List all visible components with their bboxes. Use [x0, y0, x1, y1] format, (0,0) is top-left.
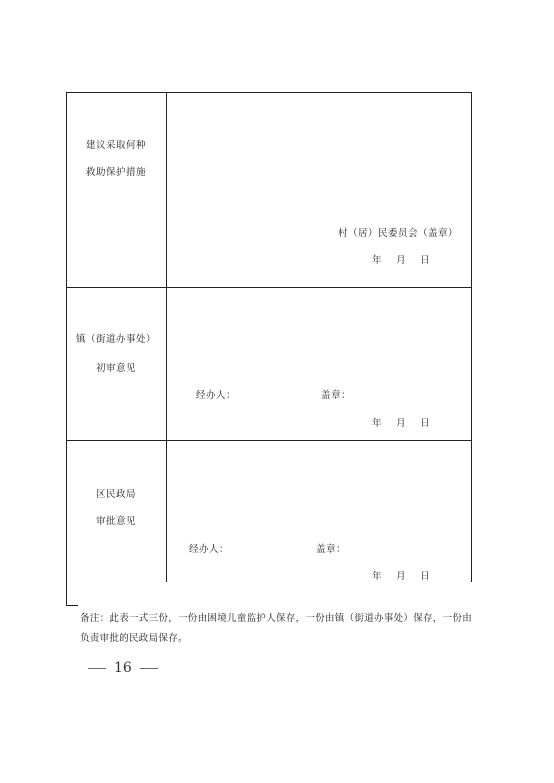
table-bottom-stub — [66, 605, 78, 606]
row1-date: 年 月 日 — [372, 255, 431, 266]
row-divider-2 — [66, 440, 472, 441]
row2-date: 年 月 日 — [372, 418, 431, 429]
township-label-line2: 初审意见 — [95, 363, 136, 374]
remarks-line1: 备注：此表一式三份，一份由困境儿童监护人保存，一份由镇（街道办事处）保存，一份由 — [80, 613, 473, 624]
district-label-line2: 审批意见 — [95, 516, 136, 527]
district-label-line1: 区民政局 — [95, 489, 136, 500]
page-dash-left — [88, 668, 106, 669]
row3-seal: 盖章： — [316, 544, 347, 555]
table-right-border — [471, 92, 472, 582]
row3-date: 年 月 日 — [372, 571, 431, 582]
remarks-note — [80, 609, 472, 649]
page-number-text: 16 — [114, 660, 132, 676]
remarks-line2: 负责审批的民政局保存。 — [80, 633, 188, 644]
page-number — [80, 660, 166, 676]
row-divider-1 — [66, 287, 472, 288]
row2-seal: 盖章： — [321, 390, 352, 401]
row3-handler: 经办人： — [189, 544, 230, 555]
page-dash-right — [140, 668, 158, 669]
township-label-line1: 镇（街道办事处） — [75, 334, 156, 345]
measures-label-line2: 救助保护措施 — [85, 167, 146, 178]
village-committee-stamp: 村（居）民委员会（盖章） — [338, 228, 459, 239]
table-column-divider — [166, 92, 167, 582]
approval-form-table — [66, 92, 472, 606]
table-top-border — [66, 92, 472, 93]
measures-label-line1: 建议采取何种 — [85, 140, 146, 151]
row2-handler: 经办人： — [196, 390, 237, 401]
